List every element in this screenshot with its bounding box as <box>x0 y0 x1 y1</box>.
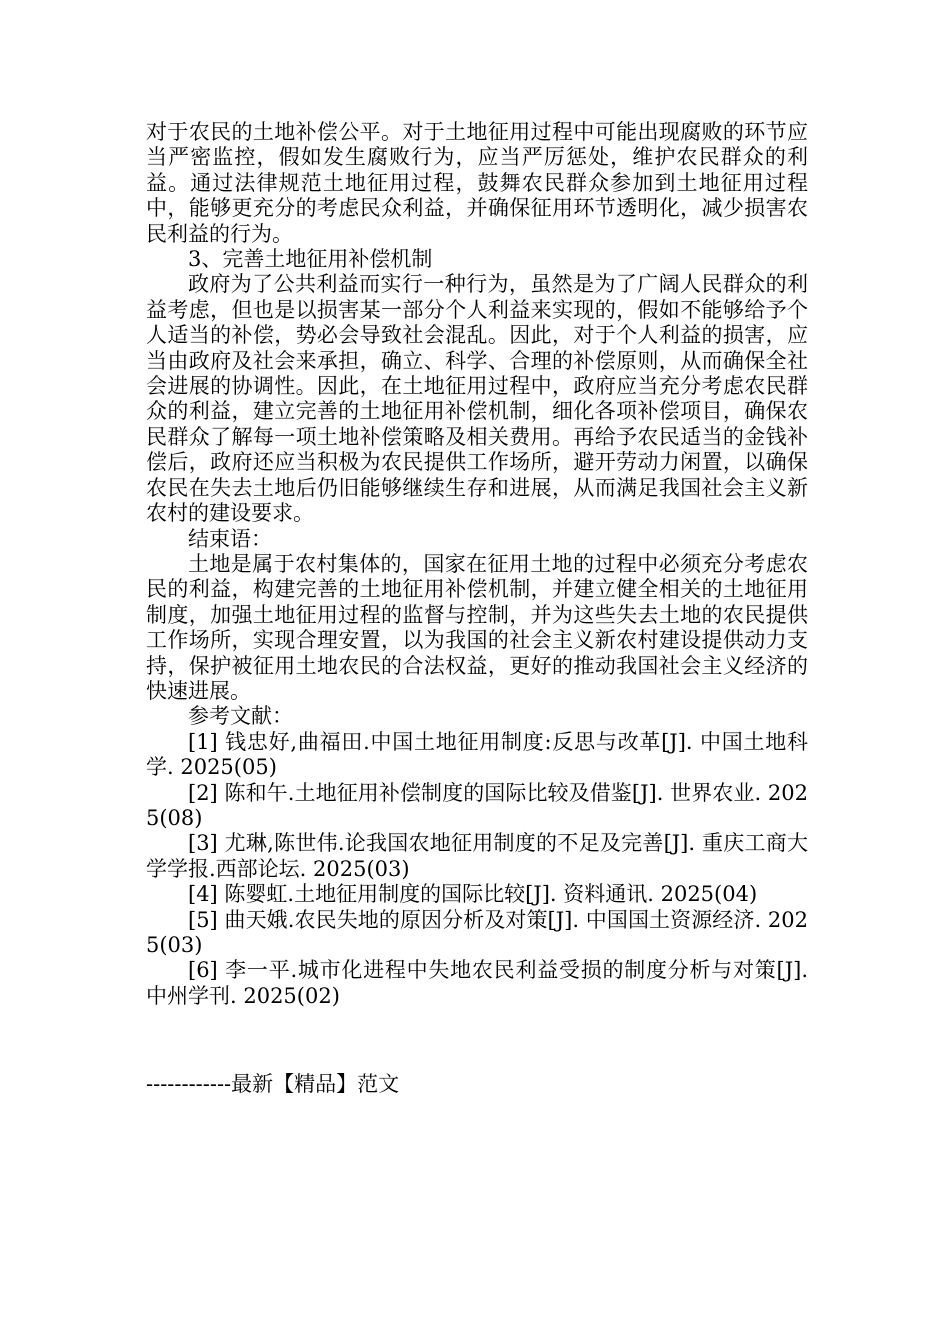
paragraph-compensation-fairness: 对于农民的土地补偿公平。对于土地征用过程中可能出现腐败的环节应当严密监控，假如发生腐败行为，应当严厉惩处，维护农民群众的利益。通过法律规范土地征用过程，鼓舞农民群众参加到土地征用过程中，能够更充分的考虑民众利益，并确保征用环节透明化，减少损害农民利益的行为。 <box>146 120 808 246</box>
footer-tagline: ------------最新【精品】范文 <box>146 1072 400 1096</box>
paragraph-compensation-mechanism: 政府为了公共利益而实行一种行为，虽然是为了广阔人民群众的利益考虑，但也是以损害某一部分个人利益来实现的，假如不能够给予个人适当的补偿，势必会导致社会混乱。因此，对于个人利益的损害，应当由政府及社会来承担，确立、科学、合理的补偿原则，从而确保全社会进展的协调性。因此，在土地征用过程中，政府应当充分考虑农民群众的利益，建立完善的土地征用补偿机制，细化各项补偿项目，确保农民群众了解每一项土地补偿策略及相关费用。再给予农民适当的金钱补偿后，政府还应当积极为农民提供工作场所，避开劳动力闲置，以确保农民在失去土地后仍旧能够继续生存和进展，从而满足我国社会主义新农村的建设要求。 <box>146 272 808 526</box>
conclusion-heading: 结束语： <box>188 526 272 551</box>
paragraph-conclusion: 土地是属于农村集体的，国家在征用土地的过程中必须充分考虑农民的利益，构建完善的土地征用补偿机制，并建立健全相关的土地征用制度，加强土地征用过程的监督与控制，并为这些失去土地的农民提供工作场所，实现合理安置，以为我国的社会主义新农村建设提供动力支持，保护被征用土地农民的合法权益，更好的推动我国社会主义经济的快速进展。 <box>146 551 808 703</box>
reference-list <box>146 730 808 1009</box>
reference-item: [2] 陈和午.土地征用补偿制度的国际比较及借鉴[J]. 世界农业. 2025(08) <box>146 780 808 830</box>
reference-item: [5] 曲天娥.农民失地的原因分析及对策[J]. 中国国土资源经济. 2025(03) <box>146 907 808 957</box>
document-body <box>146 120 808 1009</box>
reference-item: [1] 钱忠好,曲福田.中国土地征用制度:反思与改革[J]. 中国土地科学. 2025(05) <box>146 729 808 780</box>
reference-item: [3] 尤琳,陈世伟.论我国农地征用制度的不足及完善[J]. 重庆工商大学学报.西部论坛. 2025(03) <box>146 831 808 881</box>
reference-item: [6] 李一平.城市化进程中失地农民利益受损的制度分析与对策[J]. 中州学刊. 2025(02) <box>146 958 808 1008</box>
reference-item: [4] 陈婴虹.土地征用制度的国际比较[J]. 资料通讯. 2025(04) <box>188 882 758 907</box>
references-heading: 参考文献： <box>188 704 293 729</box>
section-heading-3: 3、完善土地征用补偿机制 <box>188 247 433 272</box>
